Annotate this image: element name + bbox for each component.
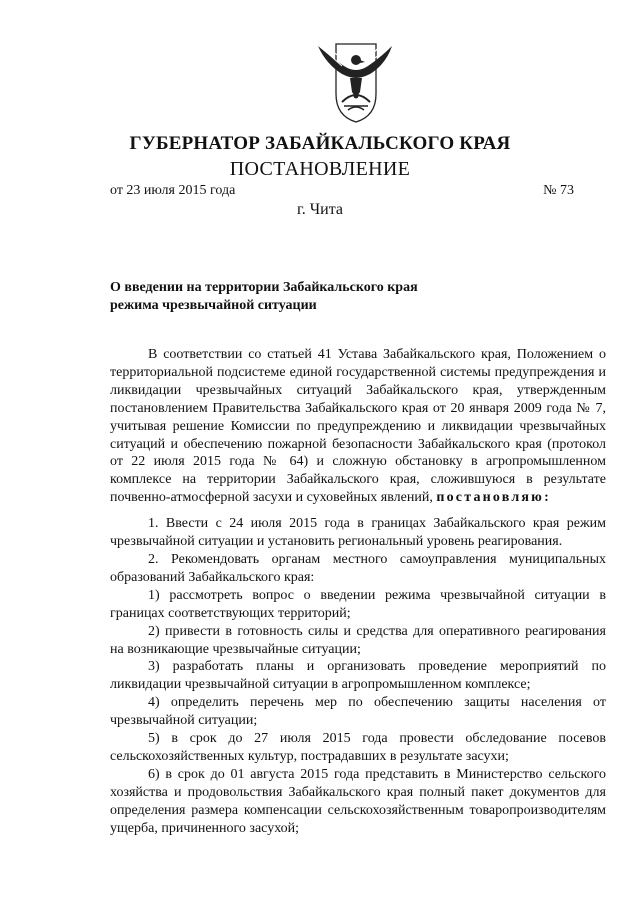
document-number: № 73 — [543, 183, 574, 198]
heading-line-1: О введении на территории Забайкальского края — [110, 280, 418, 295]
item-paragraph: 1. Ввести с 24 июля 2015 года в границах Забайкальского края режим чрезвычайной ситуации и установить региональный уровень реагирования. — [110, 516, 606, 550]
document-heading — [110, 279, 530, 315]
item-paragraph: 4) определить перечень мер по обеспечению защиты населения от чрезвычайной ситуации; — [110, 695, 606, 729]
document-body — [110, 346, 606, 837]
preamble-paragraph — [110, 346, 606, 507]
document-city: г. Чита — [296, 201, 343, 218]
heading-line-2: режима чрезвычайной ситуации — [110, 298, 317, 313]
authority-title: ГУБЕРНАТОР ЗАБАЙКАЛЬСКОГО КРАЯ — [129, 133, 511, 154]
item-paragraph: 1) рассмотреть вопрос о введении режима чрезвычайной ситуации в границах соответствующих территорий; — [110, 587, 606, 621]
coat-of-arms-icon — [314, 36, 394, 126]
document-type: ПОСТАНОВЛЕНИЕ — [229, 158, 411, 180]
preamble-text: В соответствии со статьей 41 Устава Забайкальского края, Положением о территориальной подсистеме единой государственной системы предупреждения и ликвидации чрезвычайных ситуаций Забайкальского края, утвержденным постановлением Правительства Забайкальского края от 20 января 2009 года № 7, учитывая решение Комиссии по предупреждению и ликвидации чрезвычайных ситуаций и обеспечению пожарной безопасности Забайкальского края (протокол от 22 июля 2015 года № 64) и сложную обстановку в агропромышленном комплексе на территории Забайкальского края, сложившуюся в результате почвенно-атмосферной засухи и суховейных явлений, — [110, 347, 606, 506]
item-paragraph: 5) в срок до 27 июля 2015 года провести обследование посевов сельскохозяйственных культур, пострадавших в результате засухи; — [110, 731, 606, 764]
item-paragraph: 6) в срок до 01 августа 2015 года представить в Министерство сельского хозяйства и продовольствия Забайкальского края полный пакет документов для определения размера компенсации сельскохозяйственным товаропроизводителям ущерба, причиненного засухой; — [110, 766, 606, 836]
item-paragraph: 2) привести в готовность силы и средства для оперативного реагирования на возникающие чрезвычайные ситуации; — [110, 623, 606, 657]
item-paragraph: 3) разработать планы и организовать проведение мероприятий по ликвидации чрезвычайной ситуации в агропромышленном комплексе; — [110, 659, 606, 693]
item-paragraph: 2. Рекомендовать органам местного самоуправления муниципальных образований Забайкальского края: — [110, 551, 606, 585]
document-date: от 23 июля 2015 года — [110, 183, 236, 198]
decree-word: постановляю: — [436, 490, 551, 506]
